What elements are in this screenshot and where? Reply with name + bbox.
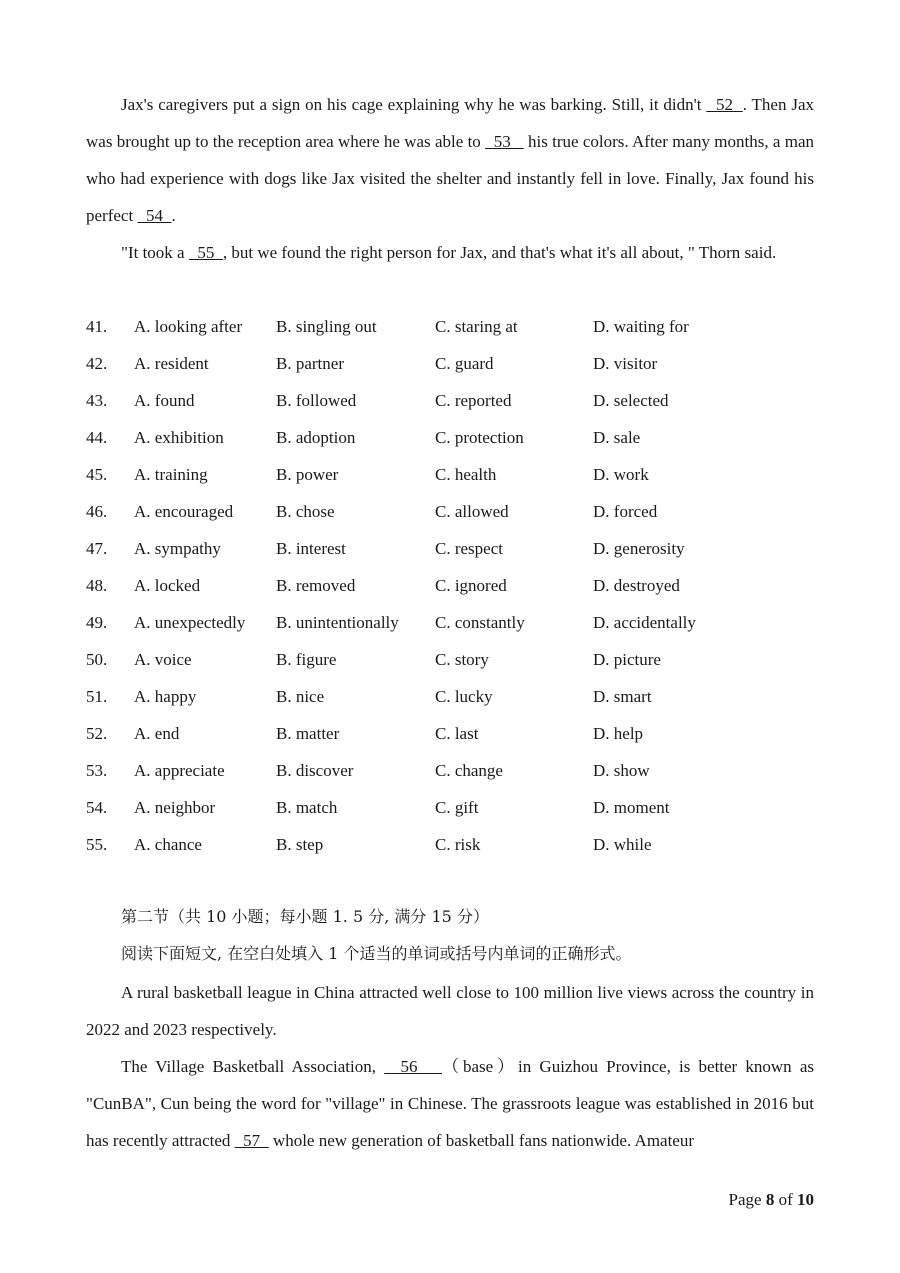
paragraph-text: whole new generation of basketball fans nationwide. Amateur [268,1131,695,1150]
option-d: D. show [593,761,650,780]
question-number: 55. [86,835,108,854]
option-a: A. sympathy [134,539,221,558]
option-b: B. step [276,835,324,854]
page-total: 10 [797,1190,814,1209]
question-row [86,678,814,715]
question-row [86,789,814,826]
option-d: D. smart [593,687,652,706]
blank-52: 52 [706,95,743,114]
page-number: 8 [765,1190,775,1209]
footer-label: Page [728,1190,766,1209]
question-number: 47. [86,539,108,558]
paragraph-text: . Then Jax was brought up to the reception area where he was able to [86,95,814,151]
question-number: 52. [86,724,108,743]
passage-paragraph-1 [86,86,814,234]
question-row [86,641,814,678]
option-d: D. work [593,465,649,484]
question-number: 49. [86,613,108,632]
paragraph-text: Jax's caregivers put a sign on his cage explaining why he was barking. Still, it didn't [121,95,707,114]
option-a: A. training [134,465,208,484]
question-number: 41. [86,317,108,336]
option-a: A. end [134,724,180,743]
option-b: B. interest [276,539,346,558]
passage-paragraph-3: A rural basketball league in China attracted well close to 100 million live views across the country in 2022 and 2023 respectively. [86,983,814,1039]
question-number: 51. [86,687,108,706]
question-number: 48. [86,576,108,595]
option-d: D. accidentally [593,613,696,632]
footer-label: of [774,1190,797,1209]
option-d: D. sale [593,428,641,447]
option-b: B. discover [276,761,354,780]
option-d: D. forced [593,502,658,521]
option-b: B. followed [276,391,357,410]
option-d: D. picture [593,650,661,669]
option-c: C. change [435,761,503,780]
question-row [86,456,814,493]
page-footer [729,1190,814,1210]
option-a: A. unexpectedly [134,613,246,632]
paragraph-text: , but we found the right person for Jax, and that's what it's all about, " Thorn said. [222,243,777,262]
option-c: C. ignored [435,576,507,595]
section-instruction: 阅读下面短文, 在空白处填入 1 个适当的单词或括号内单词的正确形式。 [121,944,632,963]
option-b: B. singling out [276,317,377,336]
option-b: B. removed [276,576,356,595]
option-d: D. selected [593,391,669,410]
option-a: A. appreciate [134,761,225,780]
question-number: 42. [86,354,108,373]
question-row [86,382,814,419]
option-a: A. exhibition [134,428,224,447]
option-c: C. story [435,650,489,669]
option-b: B. adoption [276,428,356,447]
option-a: A. found [134,391,195,410]
blank-57: 57 [234,1131,269,1150]
question-number: 44. [86,428,108,447]
question-number: 50. [86,650,108,669]
question-row [86,493,814,530]
blank-54: 54 [137,206,172,225]
option-c: C. last [435,724,479,743]
paragraph-text: （base）in Guizhou Province, is better known as "CunBA", Cun being the word for "village" in Chinese. The grassroots league was established in 2016 but has recently attracted [86,1057,815,1150]
option-b: B. match [276,798,338,817]
option-c: C. lucky [435,687,493,706]
option-a: A. resident [134,354,209,373]
options-list [86,308,814,863]
option-d: D. while [593,835,652,854]
paragraph-text: his true colors. After many months, a man who had experience with dogs like Jax visited the shelter and instantly fell in love. Finally, Jax found his perfect [86,132,815,225]
option-c: C. gift [435,798,479,817]
question-number: 53. [86,761,108,780]
question-row [86,308,814,345]
option-a: A. happy [134,687,197,706]
paragraph-text: "It took a [121,243,189,262]
option-d: D. waiting for [593,317,689,336]
option-b: B. matter [276,724,340,743]
option-d: D. visitor [593,354,658,373]
option-c: C. allowed [435,502,509,521]
option-c: C. respect [435,539,503,558]
option-b: B. unintentionally [276,613,399,632]
option-a: A. voice [134,650,192,669]
question-number: 46. [86,502,108,521]
option-c: C. staring at [435,317,518,336]
question-number: 54. [86,798,108,817]
option-c: C. health [435,465,497,484]
question-row [86,604,814,641]
paragraph-text: The Village Basketball Association, [121,1057,385,1076]
option-d: D. moment [593,798,670,817]
option-c: C. risk [435,835,481,854]
option-a: A. neighbor [134,798,216,817]
option-b: B. partner [276,354,344,373]
question-number: 45. [86,465,108,484]
section-heading: 第二节（共 10 小题；每小题 1. 5 分, 满分 15 分） [121,907,489,926]
passage-paragraph-4 [86,1048,814,1159]
option-c: C. constantly [435,613,525,632]
question-row [86,419,814,456]
question-row [86,752,814,789]
blank-56: 56 [384,1057,443,1076]
option-c: C. protection [435,428,524,447]
option-a: A. encouraged [134,502,234,521]
paragraph-text: . [171,206,176,225]
option-a: A. locked [134,576,201,595]
blank-55: 55 [188,243,223,262]
option-a: A. looking after [134,317,243,336]
question-row [86,567,814,604]
question-row [86,826,814,863]
option-b: B. figure [276,650,337,669]
option-c: C. reported [435,391,512,410]
question-row [86,715,814,752]
option-d: D. generosity [593,539,685,558]
option-b: B. power [276,465,339,484]
question-row [86,530,814,567]
option-a: A. chance [134,835,202,854]
option-d: D. destroyed [593,576,680,595]
option-b: B. chose [276,502,335,521]
question-row [86,345,814,382]
passage-paragraph-2 [86,234,814,271]
option-b: B. nice [276,687,325,706]
question-number: 43. [86,391,108,410]
blank-53: 53 [485,132,524,151]
option-d: D. help [593,724,644,743]
option-c: C. guard [435,354,494,373]
